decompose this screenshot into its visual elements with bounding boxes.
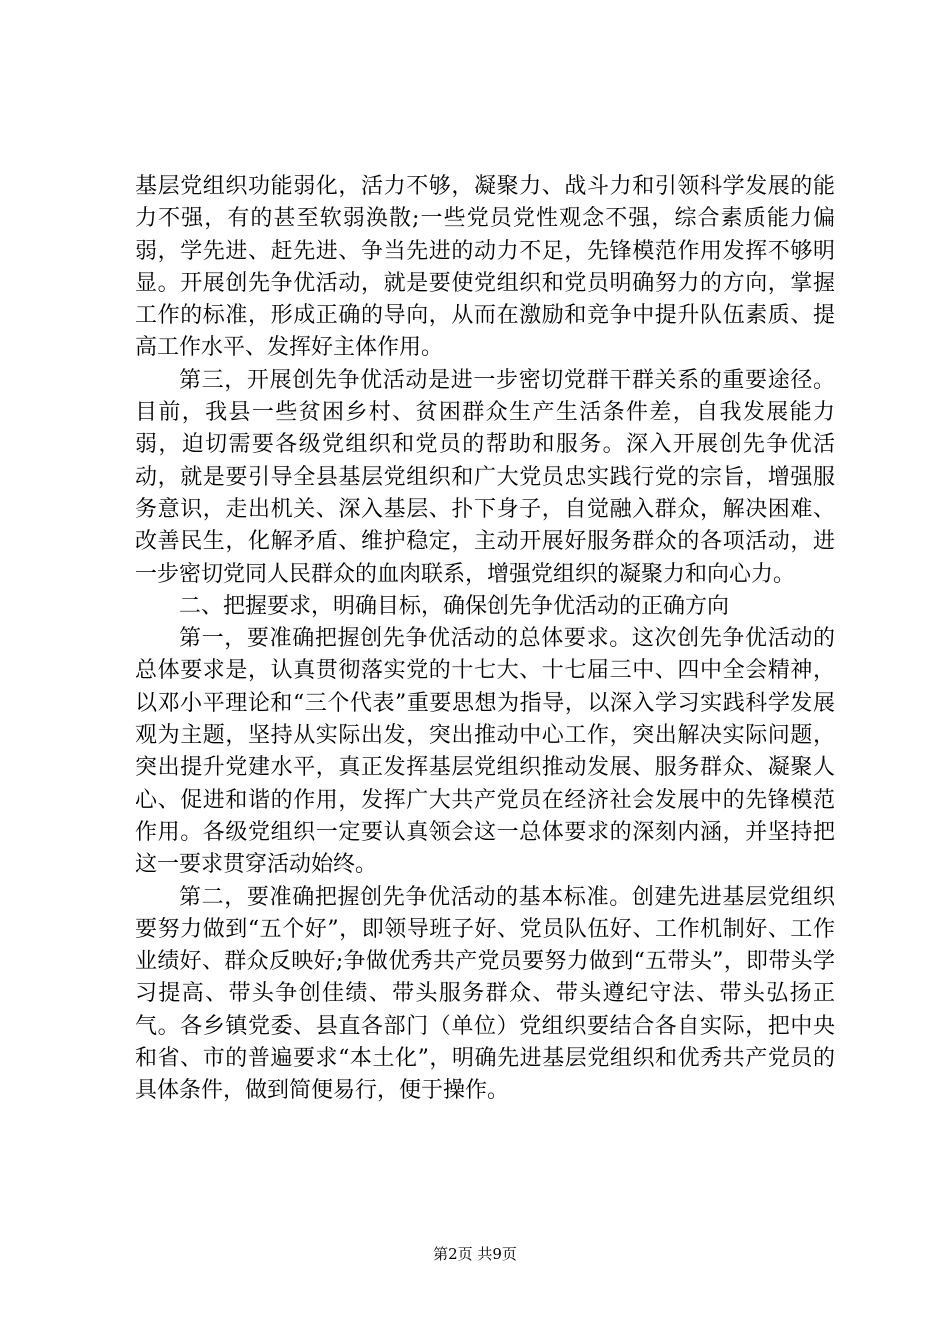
page-footer: 第2页 共9页 xyxy=(433,1245,517,1263)
paragraph-third-point: 第三，开展创先争优活动是进一步密切党群干群关系的重要途径。目前，我县一些贫困乡村、贫困群众生产生活条件差，自我发展能力弱，迫切需要各级党组织和党员的帮助和服务。深入开展创先争优活动，就是要引导全县基层党组织和广大党员忠实践行党的宗旨，增强服务意识，走出机关、深入基层、扑下身子，自觉融入群众，解决困难、改善民生，化解矛盾、维护稳定，主动开展好服务群众的各项活动，进一步密切党同人民群众的血肉联系，增强党组织的凝聚力和向心力。 xyxy=(135,367,835,587)
paragraph-first-requirement: 第一，要准确把握创先争优活动的总体要求。这次创先争优活动的总体要求是，认真贯彻落实党的十七大、十七届三中、四中全会精神，以邓小平理论和“三个代表”重要思想为指导，以深入学习实践科学发展观为主题，坚持从实际出发，突出推动中心工作，突出解决实际问题，突出提升党建水平，真正发挥基层党组织推动发展、服务群众、凝聚人心、促进和谐的作用，发挥广大共产党员在经济社会发展中的先锋模范作用。各级党组织一定要认真领会这一总体要求的深刻内涵，并坚持把这一要求贯穿活动始终。 xyxy=(135,626,835,878)
paragraph-second-requirement: 第二，要准确把握创先争优活动的基本标准。创建先进基层党组织要努力做到“五个好”，即领导班子好、党员队伍好、工作机制好、工作业绩好、群众反映好;争做优秀共产党员要努力做到“五带头”，即带头学习提高、带头争创佳绩、带头服务群众、带头遵纪守法、带头弘扬正气。各乡镇党委、县直各部门（单位）党组织要结合各自实际，把中央和省、市的普遍要求“本土化”，明确先进基层党组织和优秀共产党员的具体条件，做到简便易行，便于操作。 xyxy=(135,884,835,1104)
document-body xyxy=(135,171,835,1108)
section-heading: 二、把握要求，明确目标，确保创先争优活动的正确方向 xyxy=(179,593,730,619)
paragraph-continued: 基层党组织功能弱化，活力不够，凝聚力、战斗力和引领科学发展的能力不强，有的甚至软弱涣散;一些党员党性观念不强，综合素质能力偏弱，学先进、赶先进、争当先进的动力不足，先锋模范作用发挥不够明显。开展创先争优活动，就是要使党组织和党员明确努力的方向，掌握工作的标准，形成正确的导向，从而在激励和竞争中提升队伍素质、提高工作水平、发挥好主体作用。 xyxy=(135,174,835,361)
